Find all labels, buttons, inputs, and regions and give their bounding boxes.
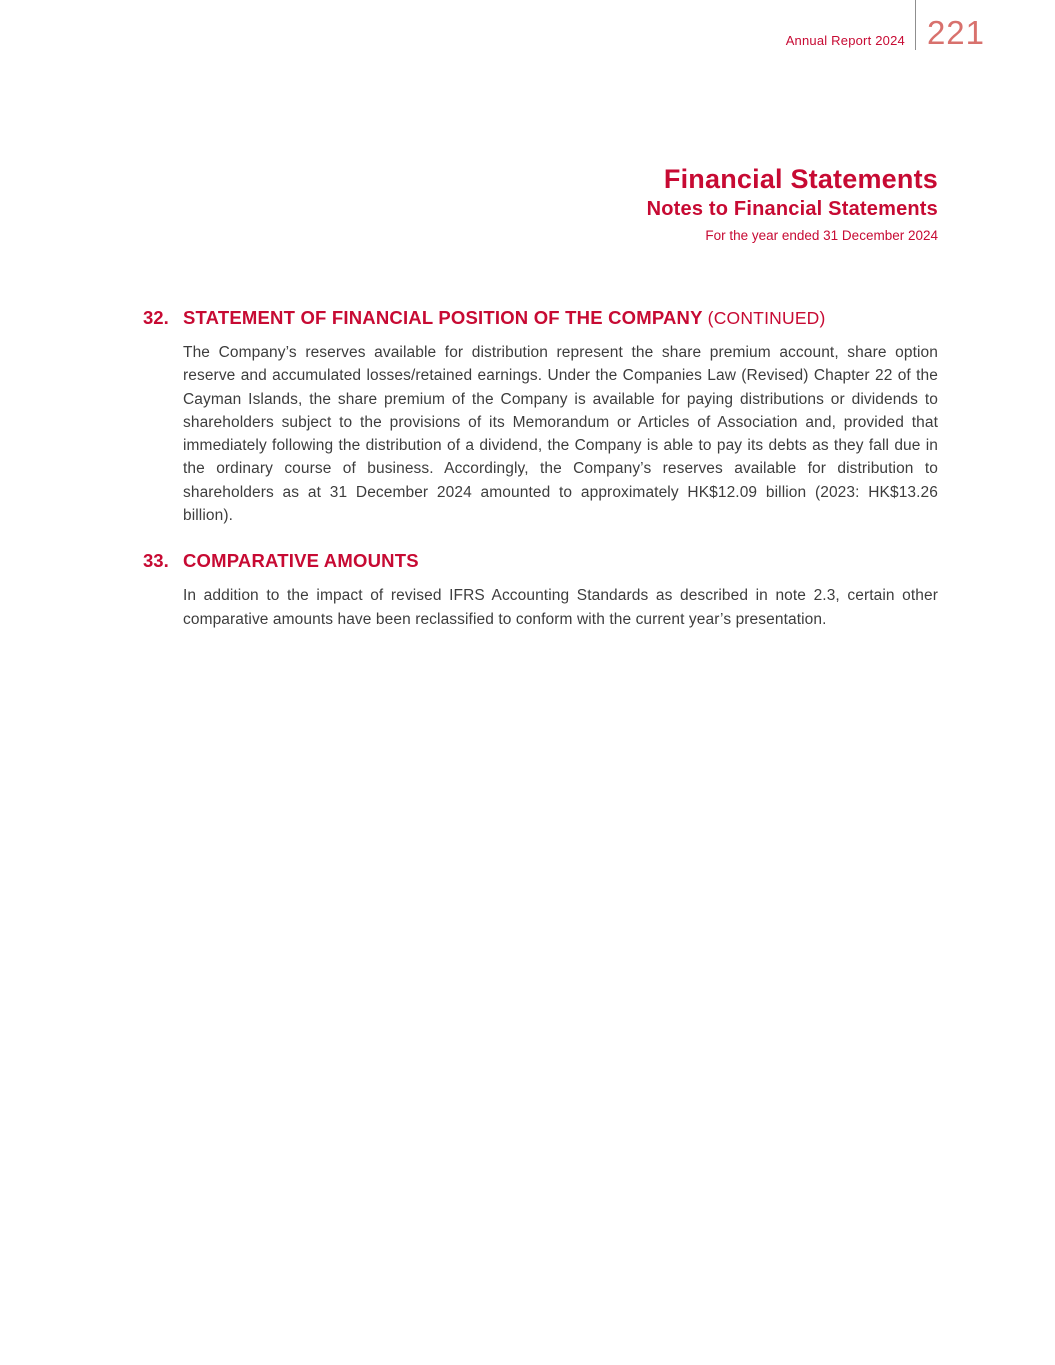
report-title-label: Annual Report 2024 xyxy=(785,33,905,48)
notes-content xyxy=(143,306,938,653)
document-subtitle: Notes to Financial Statements xyxy=(646,198,938,221)
section-heading-text: COMPARATIVE AMOUNTS xyxy=(183,550,419,572)
section-heading-suffix: (CONTINUED) xyxy=(707,308,826,328)
page-header xyxy=(786,0,985,50)
note-section-33 xyxy=(143,549,938,631)
section-heading xyxy=(183,306,938,330)
section-body xyxy=(183,549,938,631)
title-block xyxy=(647,164,938,243)
section-heading xyxy=(183,549,938,573)
note-section-32 xyxy=(143,306,938,527)
section-number: 32. xyxy=(143,307,169,328)
section-paragraph: The Company’s reserves available for distribution represent the share premium account, share option reserve and accumulated losses/retained earnings. Under the Companies Law (Revised) Chapter 22 of the Cayman Islands, the share premium of the Company is available for paying distributions or dividends to shareholders subject to the provisions of its Memorandum or Articles of Association and, provided that immediately following the distribution of a dividend, the Company is able to pay its debts as they fall due in the ordinary course of business. Accordingly, the Company’s reserves available for distribution to shareholders as at 31 December 2024 amounted to approximately HK$12.09 billion (2023: HK$13.26 billion). xyxy=(183,344,938,525)
reporting-period: For the year ended 31 December 2024 xyxy=(705,228,938,244)
section-paragraph: In addition to the impact of revised IFRS Accounting Standards as described in note 2.3, certain other comparative amounts have been reclassified to conform with the current year’s presentation. xyxy=(183,587,938,628)
document-title: Financial Statements xyxy=(663,164,938,194)
section-body xyxy=(183,306,938,527)
page-number: 221 xyxy=(926,14,985,51)
section-number: 33. xyxy=(143,550,169,572)
header-divider xyxy=(915,0,916,50)
section-heading-text: STATEMENT OF FINANCIAL POSITION OF THE COMPANY xyxy=(183,307,703,328)
